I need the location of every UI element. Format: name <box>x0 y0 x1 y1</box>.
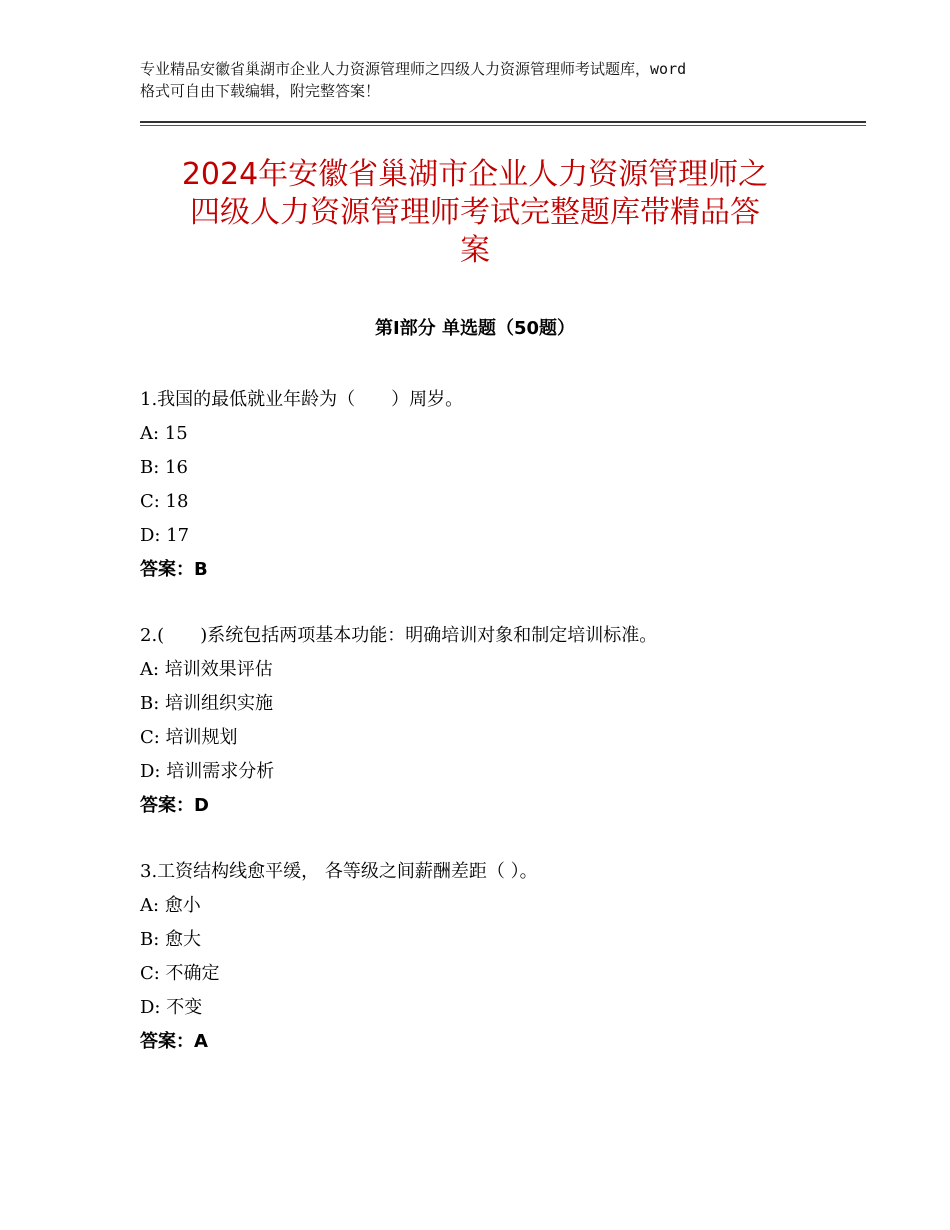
document-title <box>120 156 830 270</box>
option-a: A: 15 <box>140 423 188 444</box>
option-d: D: 培训需求分析 <box>140 761 275 782</box>
header-divider-thick <box>140 121 866 123</box>
question-stem: 1.我国的最低就业年龄为（ ）周岁。 <box>140 389 464 410</box>
question-1 <box>140 383 860 587</box>
option-c: C: 不确定 <box>140 963 220 984</box>
question-list <box>140 383 860 1091</box>
option-b: B: 培训组织实施 <box>140 693 274 714</box>
option-b: B: 16 <box>140 457 188 478</box>
option-c: C: 18 <box>140 491 189 512</box>
document-title-line-3: 案 <box>460 233 490 268</box>
answer: 答案：D <box>140 795 209 816</box>
header-note-line-1: 专业精品安徽省巢湖市企业人力资源管理师之四级人力资源管理师考试题库，word <box>140 60 687 78</box>
answer: 答案：A <box>140 1031 208 1052</box>
document-title-line-1: 2024年安徽省巢湖市企业人力资源管理师之 <box>181 157 769 192</box>
option-a: A: 培训效果评估 <box>140 659 273 680</box>
section-title: 第Ⅰ部分 单选题（50题） <box>374 318 575 339</box>
header-note-line-2: 格式可自由下载编辑，附完整答案！ <box>140 82 381 100</box>
option-b: B: 愈大 <box>140 929 202 950</box>
option-c: C: 培训规划 <box>140 727 238 748</box>
option-a: A: 愈小 <box>140 895 201 916</box>
question-2 <box>140 619 860 823</box>
question-stem: 2.( )系统包括两项基本功能：明确培训对象和制定培训标准。 <box>140 625 658 646</box>
answer: 答案：B <box>140 559 208 580</box>
question-3 <box>140 855 860 1059</box>
question-stem: 3.工资结构线愈平缓， 各等级之间薪酬差距（ ）。 <box>140 861 538 882</box>
header-note <box>140 58 830 102</box>
document-title-line-2: 四级人力资源管理师考试完整题库带精品答 <box>190 195 760 230</box>
option-d: D: 不变 <box>140 997 203 1018</box>
header-divider-thin <box>140 125 866 126</box>
option-d: D: 17 <box>140 525 190 546</box>
